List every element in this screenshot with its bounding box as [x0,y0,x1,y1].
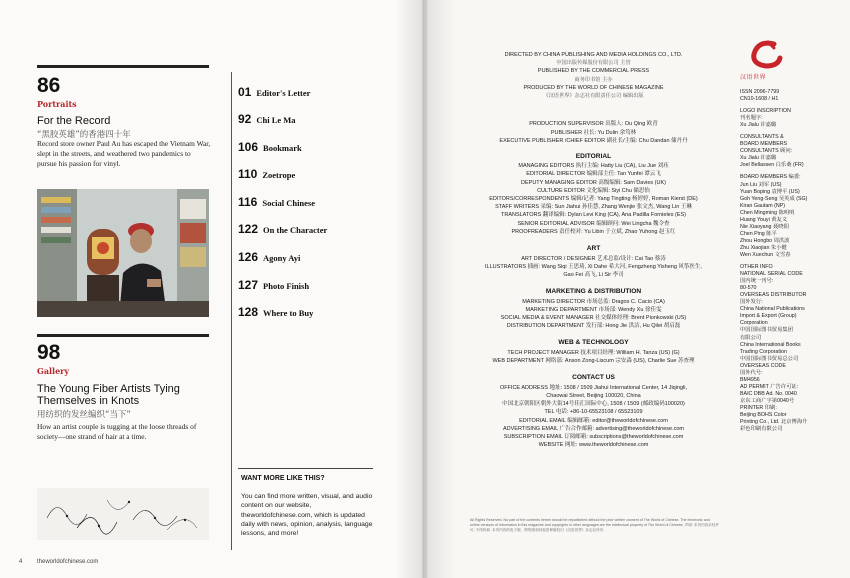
feature1-top-rule [37,65,209,68]
masthead-section-heading: CONTACT US [572,374,615,382]
masthead-line: DEPUTY MANAGING EDITOR 高级编辑: Sam Davies (UK) [521,179,666,186]
masthead-line: EDITORS/CORRESPONDENTS 编辑/记者: Yang Tingting 杨婷婷, Roman Kierst (DE) [489,196,698,202]
sidebar-line: OVERSEAS DISTRIBUTOR [740,292,807,299]
right-sidebar [740,89,826,433]
sidebar-line: Trading Corporation [740,348,787,355]
masthead-line: PROOFREADERS 责任校对: Yu Libin 于立斌, Zhao Yuhong 赵玉红 [511,228,676,235]
masthead-line: Gao Fei 高飞, Li Sir 李司 [563,271,624,278]
record-store-illustration [37,189,209,317]
want-more-title: WANT MORE LIKE THIS? [241,475,325,482]
sidebar-line: Printing Co., Ltd. 北京博海升 [740,419,808,426]
sidebar-line: Goh Yeng-Seng 吴英成 (SG) [740,195,808,202]
feature2-title: The Young Fiber Artists Tying Themselves in Knots [37,383,180,407]
masthead-line: OFFICE ADDRESS 地址: 1508 / 1509 Jiahui International Center, 14 Jiqingli, [499,384,688,391]
masthead-line: MARKETING DEPARTMENT 市场部: Wendy Xu 徐佳雯 [525,306,662,313]
masthead-line: 《汉语世界》杂志社有限责任公司 编辑出版 [543,93,644,99]
toc-label: Zoetrope [262,170,296,180]
sidebar-line: 有限公司 [740,334,762,341]
sidebar-line: PRINTER 印刷: [740,404,777,411]
sidebar-line: 彩色印刷有限公司 [740,426,783,433]
masthead-line: STAFF WRITERS 采编: Sun Jiahui 孙佳慧, Zhang Wenjie 张文杰, Wang Lin 王琳 [495,204,692,211]
feature1-page-number: 86 [37,74,61,97]
toc-label: Editor's Letter [256,88,311,98]
sidebar-line: BAIC DBB Ad. No. 0040 [740,390,797,397]
sidebar-line: 国外发行: [740,299,763,306]
masthead-line: WEBSITE 网址: www.theworldofchinese.com [538,442,649,449]
toc-item[interactable] [238,305,313,319]
logo-text: 汉语世界 [740,74,767,81]
hair-knots-illustration [37,488,209,540]
feature1-title-cn: “黑胶英雄”的香港四十年 [37,130,131,140]
feature1-section: Portraits [37,99,77,109]
sidebar-line: CONSULTANTS 顾问: [740,148,793,155]
masthead-line: ART DIRECTOR / DESIGNER 艺术总监/设计: Cai Tao 蔡涛 [521,255,666,262]
production-line: PUBLISHER 社长: Yu Dulin 余笃林 [550,129,637,136]
masthead-line: DISTRIBUTION DEPARTMENT 发行部: Hong Jie 洪洁, Hu Qilei 胡启磊 [506,323,681,330]
sidebar-line: Corporation [740,320,768,327]
masthead-line: TRANSLATORS 翻译编辑: Dylan Levi King (CA), Ana Padilla Fornieles (ES) [500,212,687,219]
production-line: EXECUTIVE PUBLISHER /CHIEF EDITOR 副社长/主编: Chu Dandan 储丹丹 [499,138,688,145]
toc-number: 126 [238,250,259,264]
masthead-line: 商务印书馆 主办 [574,76,613,83]
sidebar-line: 中国国际图书贸易总公司 [740,355,799,362]
masthead-line: EDITORIAL DIRECTOR 编辑部主任: Tan Yunfei 谭云飞 [526,171,661,178]
sidebar-line: Joel Bellassen 白乐桑 (FR) [740,162,804,169]
sidebar-line: NATIONAL SERIAL CODE [740,271,803,278]
feature1-photo [37,189,209,317]
sidebar-line: OVERSEAS CODE [740,362,786,369]
toc-label: Social Chinese [262,198,316,208]
masthead-section-heading: MARKETING & DISTRIBUTION [545,288,642,296]
sidebar-line: CN10-1608 / H1 [740,96,779,103]
footer-website: theworldofchinese.com [37,559,99,565]
toc-number: 92 [238,112,252,126]
masthead-line: TECH PROJECT MANAGER 技术项目经理: William H. Tanza (US) (G) [507,349,680,356]
feature1-body: Record store owner Paul Au has escaped the Vietnam War, slept in the streets, and weathered two pandemics to pursue his passion for vinyl. [37,139,211,168]
toc-number: 110 [238,167,258,181]
toc-item[interactable] [238,167,295,181]
sidebar-line: CONSULTANTS & [740,134,784,141]
feature2-title-cn: 用纺织的发丝编织“当下” [37,410,131,420]
masthead-line: SOCIAL MEDIA & EVENT MANAGER 社交媒体经理: Brent Pionkowski (US) [500,315,687,321]
toc-number: 106 [238,140,259,154]
sidebar-line: 国内统一刊号: [740,278,774,285]
sidebar-line: Kiran Gautam (NP) [740,202,786,209]
toc-number: 116 [238,195,258,209]
sidebar-line: AD PERMIT 广告许可证: [740,383,799,390]
sidebar-line: BM4956 [740,376,760,383]
masthead-section-heading: ART [586,245,601,252]
sidebar-line: China International Books [740,341,801,348]
masthead-line: 中国出版传媒股份有限公司 主管 [556,60,631,67]
masthead-line: Chaowai Street, Beijing 100020, China [546,393,641,399]
page-gutter-shadow [395,0,455,578]
masthead-line: 中国北京朝阳区朝外大街14号佳汇国际中心, 1508 / 1509 (邮政编码100020) [502,401,685,408]
toc-label: Chi Le Ma [256,115,296,125]
feature2-body: How an artist couple is tugging at the loose threads of society—one strand of hair at a time. [37,422,197,441]
toc-number: 122 [238,222,259,236]
toc-item[interactable] [238,195,315,209]
toc-item[interactable] [238,85,310,99]
toc-item[interactable] [238,250,300,264]
want-more-body: You can find more written, visual, and audio content on our website, theworldofchinese.com, which is updated daily with news, opinion, analysis, language lessons, and more! [241,493,373,538]
toc-label: Bookmark [263,143,302,153]
toc-number: 127 [238,278,259,292]
sidebar-line: LOGO INSCRIPTION [740,108,791,115]
sidebar-line: OTHER INFO [740,264,773,271]
sidebar-line: BOARD MEMBERS [740,141,788,148]
sidebar-line: Zhou Hongbo 周洪波 [740,237,790,244]
sidebar-line: Wen Xuechun 文雪春 [740,251,791,258]
masthead-line: WEB DEPARTMENT 网络部: Anson Zong-Liscum 宗安森 (US), Charlie Sue 苏查理 [492,358,695,365]
masthead-line: PRODUCED BY THE WORLD OF CHINESE MAGAZINE [523,84,664,91]
feature2-top-rule [37,334,209,337]
footer-page-number: 4 [19,559,23,565]
toc-item[interactable] [238,140,302,154]
sidebar-line: Beijing BOHS Color [740,412,787,419]
production-line: PRODUCTION SUPERVISOR 出版人: Ou Qing 欧青 [529,121,658,128]
masthead-line: MARKETING DIRECTOR 市场总监: Dragos C. Cacio (CA) [522,298,665,305]
toc-label: Where to Buy [263,308,314,318]
sidebar-line: Jun Liu 刘军 (US) [740,181,782,188]
masthead-line: ADVERTISING EMAIL 广告合作邮箱: advertising@theworldofchinese.com [502,425,685,432]
sidebar-line: 中国国际图书贸易集团 [740,327,793,334]
toc-divider [231,72,232,550]
sidebar-line: Nie Xiaoyang 聂晓阳 [740,223,789,230]
sidebar-line: BOARD MEMBERS 编委: [740,174,801,181]
masthead-line: ILLUSTRATORS 插画: Wang Siqi 王思琦, Xi Dahe 希大河, Fengzheng Yisheng 风筝医生, [485,263,702,270]
sidebar-line: Xu Jialu 许嘉璐 [740,122,777,129]
sidebar-line: Yuan Boping 袁博平 (US) [740,188,800,195]
sidebar-line: ISSN 2096-7799 [740,89,780,95]
toc-item[interactable] [238,112,296,126]
legal-notice: All Rights Reserved. No part of the contents herein should be republished without the prior written consent of The World of Chinese. The electronic and online versions of information in this magazine and copyrights in other languages are the intellectual property of The World of Chinese. 声明: 本刊内容未经许可, 不得转载. 本刊内容的电子版、网络版和其他语种版权归《汉语世界》杂志社所有. [470,518,719,532]
feature2-section: Gallery [37,366,70,376]
sidebar-line: Import & Export (Group) [740,313,797,320]
sidebar-line: China National Publications [740,306,805,313]
masthead-line: CULTURE EDITOR 文化编辑: Siyi Chu 储思怡 [537,187,650,194]
toc-item[interactable] [238,222,327,236]
toc-number: 01 [238,85,252,99]
sidebar-line: Xu Jialu 许嘉璐 [740,155,777,162]
toc-label: On the Character [263,225,328,235]
sidebar-line: Chen Mingming 陈明明 [740,209,795,216]
masthead-line: PUBLISHED BY THE COMMERCIAL PRESS [537,68,650,75]
sidebar-line: 国外代号: [740,369,763,376]
masthead-section-heading: WEB & TECHNOLOGY [558,339,629,347]
masthead-line: DIRECTED BY CHINA PUBLISHING AND MEDIA HOLDINGS CO., LTD. [504,52,683,58]
sidebar-line: Zhu Xiaojian 朱小健 [740,244,787,251]
masthead-line: MANAGING EDITORS 执行主编: Hatty Liu (CA), Liu Jue 刘珏 [518,163,669,170]
toc-label: Photo Finish [263,281,310,291]
masthead-line: EDITORIAL EMAIL 编辑邮箱: editor@theworldofchinese.com [519,417,668,424]
sidebar-line: 80-570 [740,285,757,292]
sidebar-line: Chen Ping 陈平 [740,230,777,237]
want-more-rule [238,468,373,469]
masthead-line: TEL 电话: +86-10-65523108 / 65523109 [544,409,643,416]
feature2-page-number: 98 [37,341,61,364]
toc-item[interactable] [238,278,309,292]
sidebar-line: Huang Youyi 黄友义 [740,216,788,223]
masthead-line: SUBSCRIPTION EMAIL 订阅邮箱: subscriptions@theworldofchinese.com [503,434,684,440]
sidebar-line: 刊名题字: [740,115,763,122]
feature1-title: For the Record [37,115,111,127]
feature2-photo [37,488,209,540]
toc-label: Agony Ayi [263,253,301,263]
toc-number: 128 [238,305,259,319]
masthead-section-heading: EDITORIAL [575,152,612,160]
sidebar-line: 京东工商广字第0040号 [740,397,795,404]
masthead-line: SENIOR EDITORIAL ADVISOR 编辑顾问: Wei Lingcha 魏令查 [517,220,670,227]
